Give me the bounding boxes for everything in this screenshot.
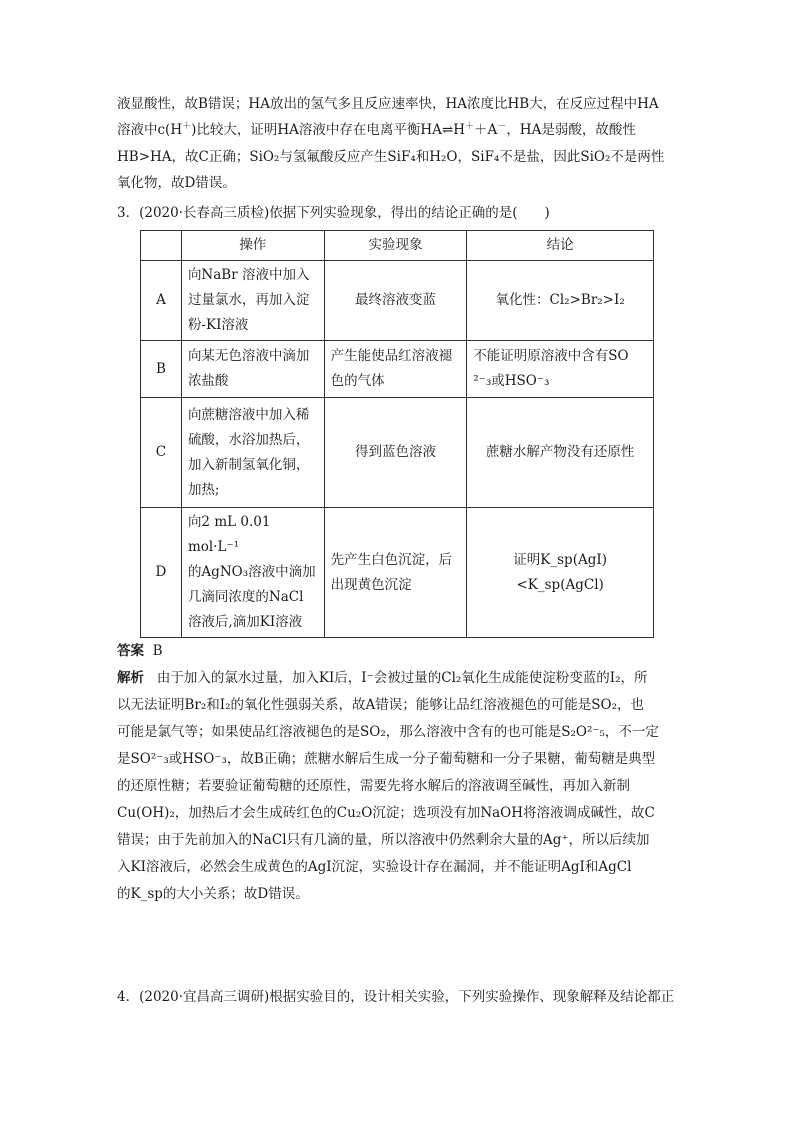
row-operation: 向蔗糖溶液中加入稀 硫酸，水浴加热后， 加入新制氢氧化铜， 加热; (181, 398, 324, 508)
analysis-line-4: 是SO²⁻₃或HSO⁻₃，故B正确；蔗糖水解后生成一分子葡萄糖和一分子果糖，葡萄糖是典型 (117, 751, 656, 767)
analysis-line-9: 的K_sp的大小关系；故D错误。 (117, 886, 309, 902)
header-blank (141, 231, 182, 261)
question-4-stem: 4．(2020·宜昌高三调研)根据实验目的，设计相关实验，下列实验操作、现象解释及结论都正 (117, 989, 675, 1005)
analysis-line-7: 错误；由于先前加入的NaCl只有几滴的量，所以溶液中仍然剩余大量的Ag⁺，所以后续加 (117, 832, 650, 848)
row-conclusion: 证明K_sp(AgI)<K_sp(AgCl) (467, 508, 654, 638)
row-phenomenon: 最终溶液变蓝 (324, 261, 467, 341)
analysis-line-5: 的还原性糖；若要验证葡萄糖的还原性，需要先将水解后的溶液调至碱性，再加入新制 (117, 778, 630, 794)
analysis-line-8: 入KI溶液后，必然会生成黄色的AgI沉淀，实验设计存在漏洞，并不能证明AgI和AgCl (117, 859, 632, 875)
header-phenomenon: 实验现象 (324, 231, 467, 261)
row-label: C (141, 398, 182, 508)
analysis-line-1: 解析 由于加入的氯水过量，加入KI后，I⁻会被过量的Cl₂氧化生成能使淀粉变蓝的I₂，所 (117, 670, 648, 686)
header-conclusion: 结论 (467, 231, 654, 261)
row-conclusion: 不能证明原溶液中含有SO ²⁻₃或HSO⁻₃ (467, 341, 654, 398)
prev-line-1: 液显酸性，故B错误；HA放出的氢气多且反应速率快，HA浓度比HB大，在反应过程中HA (117, 96, 659, 112)
equilibrium-arrow-icon: ⇌ (441, 122, 454, 138)
row-label: A (141, 261, 182, 341)
header-operation: 操作 (181, 231, 324, 261)
row-label: D (141, 508, 182, 638)
analysis-line-3: 可能是氯气等；如果使品红溶液褪色的是SO₂，那么溶液中含有的也可能是S₂O²⁻₅，不一定 (117, 724, 659, 740)
answer-line (117, 641, 163, 661)
answer-label: 答案 (117, 643, 144, 659)
analysis-line-2: 以无法证明Br₂和I₂的氧化性强弱关系，故A错误；能够让品红溶液褪色的可能是SO₂，也 (117, 697, 645, 713)
question-3-stem: 3．(2020·长春高三质检)依据下列实验现象，得出的结论正确的是( ) (117, 205, 550, 221)
prev-line-3: HB>HA，故C正确；SiO₂与氢氟酸反应产生SiF₄和H₂O，SiF₄不是盐，因此SiO₂不是两性 (117, 149, 665, 165)
prev-line-4: 氧化物，故D错误。 (117, 175, 236, 191)
question-3-table (140, 230, 654, 638)
row-label: B (141, 341, 182, 398)
table-row-c (141, 398, 654, 508)
answer-value: B (152, 643, 163, 659)
table-row-d (141, 508, 654, 638)
table-row-b (141, 341, 654, 398)
row-phenomenon: 先产生白色沉淀，后 出现黄色沉淀 (324, 508, 467, 638)
analysis-label: 解析 (117, 670, 144, 686)
table-row-a (141, 261, 654, 341)
row-phenomenon: 产生能使品红溶液褪 色的气体 (324, 341, 467, 398)
row-phenomenon: 得到蓝色溶液 (324, 398, 467, 508)
analysis-line-6: Cu(OH)₂，加热后才会生成砖红色的Cu₂O沉淀；选项没有加NaOH将溶液调成碱性，故C (117, 805, 655, 821)
table-header-row (141, 231, 654, 261)
prev-line-2: 溶液中c(H＋)比较大，证明HA溶液中存在电离平衡HA⇌H＋＋A－，HA是弱酸，故酸性 (117, 121, 636, 138)
row-operation: 向NaBr 溶液中加入 过量氯水，再加入淀 粉-KI溶液 (181, 261, 324, 341)
row-operation: 向2 mL 0.01 mol·L⁻¹ 的AgNO₃溶液中滴加 几滴同浓度的NaCl 溶液后,滴加KI溶液 (181, 508, 324, 638)
row-conclusion: 氧化性：Cl₂>Br₂>I₂ (467, 261, 654, 341)
row-operation: 向某无色溶液中滴加 浓盐酸 (181, 341, 324, 398)
row-conclusion: 蔗糖水解产物没有还原性 (467, 398, 654, 508)
